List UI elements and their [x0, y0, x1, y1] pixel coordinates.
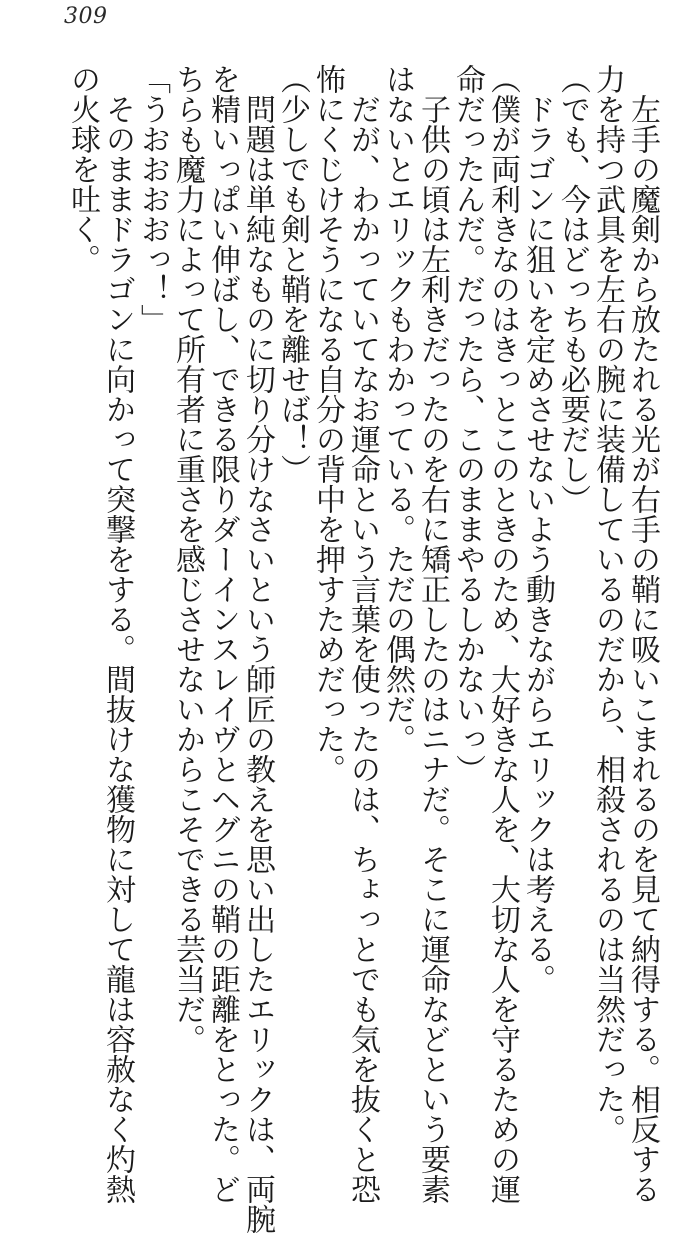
text-line: だが、わかっていてなお運命という言葉を使ったのは、ちょっとでも気を抜くと恐: [345, 64, 380, 1204]
text-line: 怖にくじけそうになる自分の背中を押すためだった。: [310, 64, 345, 784]
body-text: [20, 64, 660, 1234]
text-line: 「うおおおおっ！」: [135, 64, 170, 334]
text-line: を精いっぱい伸ばし、できる限りダーインスレイヴとヘグニの鞘の距離をとった。ど: [205, 64, 240, 1204]
text-line: 問題は単純なものに切り分けなさいという師匠の教えを思い出したエリックは、両腕: [240, 64, 275, 1234]
text-line: （僕が両利きなのはきっとこのときのため、大好きな人を、大切な人を守るための運: [485, 64, 520, 1204]
text-line: （でも、今はどっちも必要だし）: [555, 64, 590, 514]
text-line: の火球を吐く。: [65, 64, 100, 274]
text-line: ちらも魔力によって所有者に重さを感じさせないからこそできる芸当だ。: [170, 64, 205, 1054]
text-line: （少しでも剣と鞘を離せば！）: [275, 64, 310, 484]
text-line: はないとエリックもわかっている。ただの偶然だ。: [380, 64, 415, 754]
text-line: 子供の頃は左利きだったのを右に矯正したのはニナだ。そこに運命などという要素: [415, 64, 450, 1204]
page-number: 309: [64, 4, 108, 29]
text-line: 力を持つ武具を左右の腕に装備しているのだから、相殺されるのは当然だった。: [590, 64, 625, 1144]
text-line: 命だったんだ。だったら、このままやるしかないっ）: [450, 64, 485, 784]
text-line: そのままドラゴンに向かって突撃をする。間抜けな獲物に対して龍は容赦なく灼熱: [100, 64, 135, 1204]
text-line: ドラゴンに狙いを定めさせないよう動きながらエリックは考える。: [520, 64, 555, 994]
text-line: 左手の魔剣から放たれる光が右手の鞘に吸いこまれるのを見て納得する。相反する: [625, 64, 660, 1204]
